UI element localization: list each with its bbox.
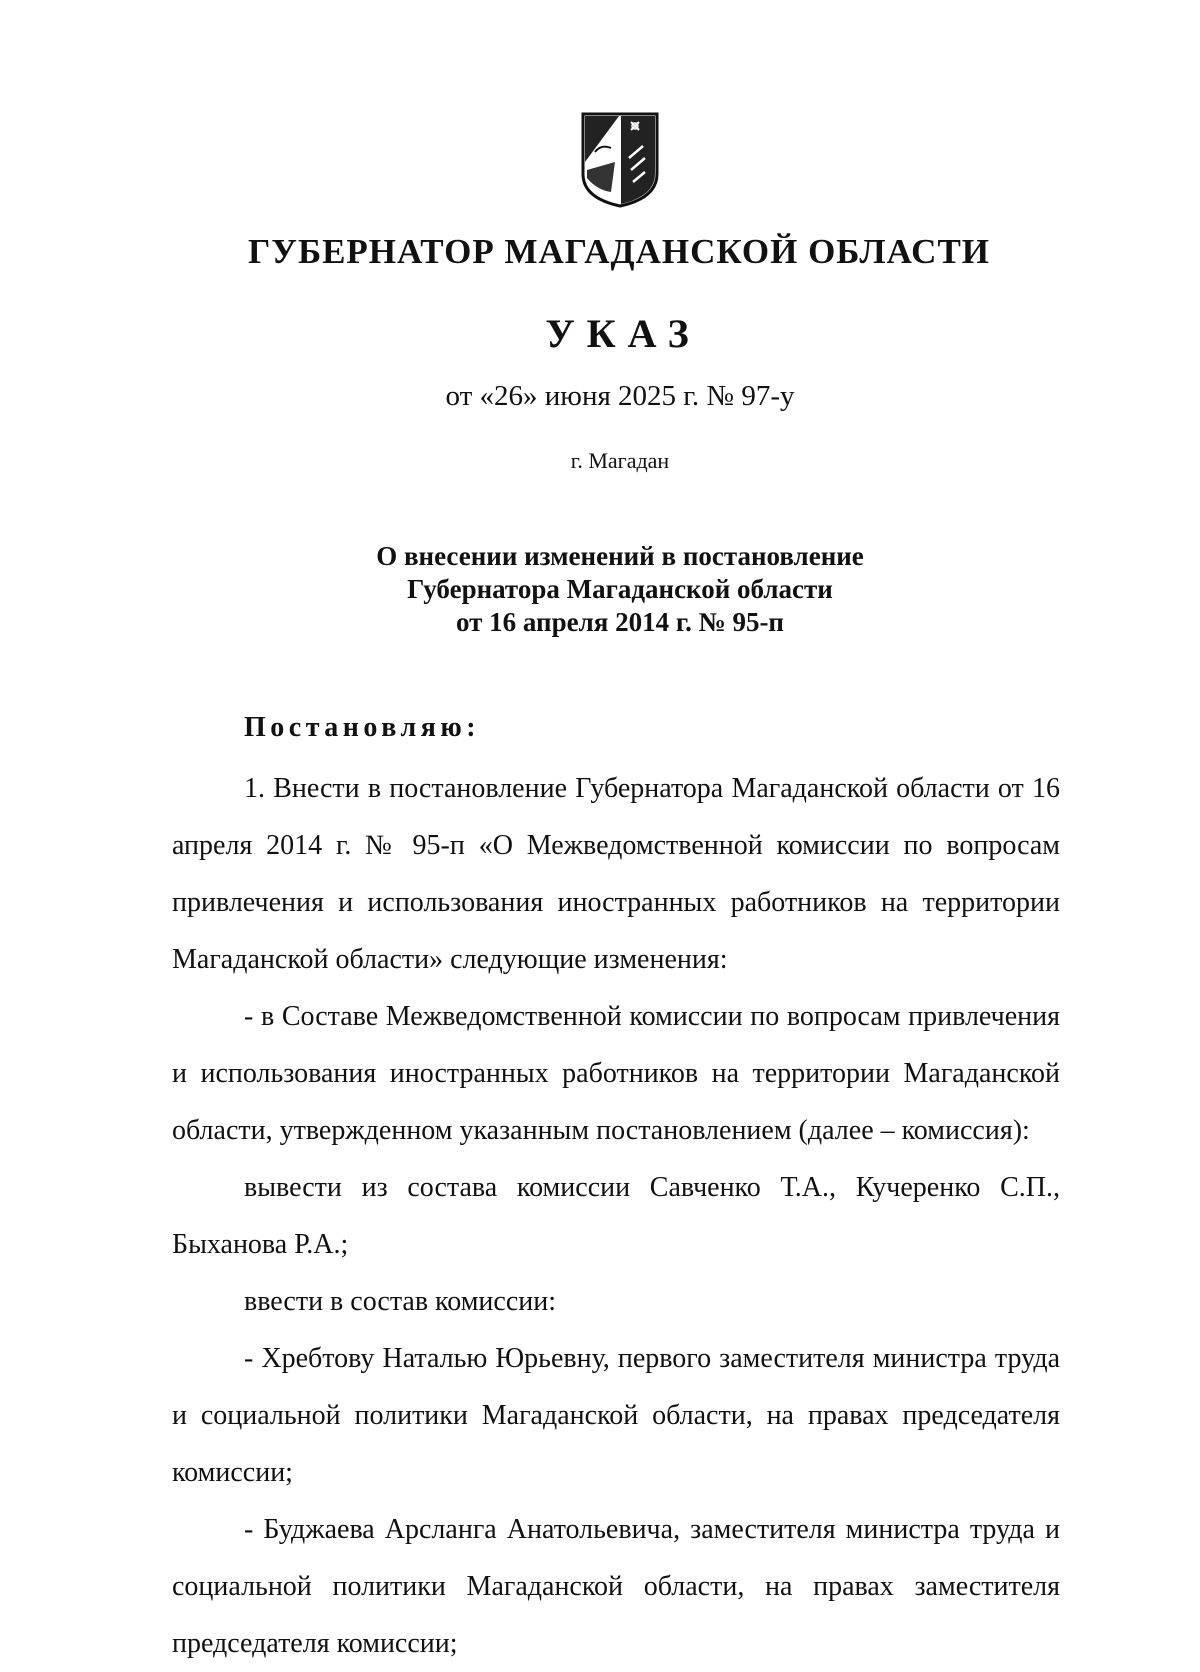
issuer-title: ГУБЕРНАТОР МАГАДАНСКОЙ ОБЛАСТИ bbox=[247, 232, 991, 271]
paragraph-2: - в Составе Межведомственной комиссии по вопросам привлечения и использования иностранных работников на территории Магаданской области, утвержденном указанным постановлением (далее – комиссия): bbox=[172, 1001, 1060, 1146]
coat-of-arms-icon bbox=[581, 112, 659, 208]
paragraph-1: 1. Внести в постановление Губернатора Магаданской области от 16 апреля 2014 г. № 95-п «О Межведомственной комиссии по вопросам привлечения и использования иностранных работников на территории Магаданской области» следующие изменения: bbox=[172, 773, 1060, 975]
subject-line: от 16 апреля 2014 г. № 95-п bbox=[455, 607, 784, 637]
paragraph-4: ввести в состав комиссии: bbox=[244, 1286, 557, 1317]
date-and-number: от «26» июня 2025 г. № 97-у bbox=[445, 380, 795, 412]
paragraph-5: - Хребтову Наталью Юрьевну, первого заместителя министра труда и социальной политики Магаданской области, на правах председателя комиссии; bbox=[172, 1343, 1060, 1488]
document-subject bbox=[0, 540, 1200, 639]
subject-line: О внесении изменений в постановление bbox=[376, 541, 864, 571]
subject-line: Губернатора Магаданской области bbox=[407, 574, 833, 604]
decree-word: Постановляю: bbox=[244, 712, 481, 743]
paragraph-3: вывести из состава комиссии Савченко Т.А., Кучеренко С.П., Быханова Р.А.; bbox=[172, 1172, 1060, 1260]
document-type: УКАЗ bbox=[545, 311, 701, 356]
city: г. Магадан bbox=[570, 448, 670, 473]
paragraph-6: - Буджаева Арсланга Анатольевича, заместителя министра труда и социальной политики Магаданской области, на правах заместителя председателя комиссии; bbox=[172, 1514, 1060, 1659]
